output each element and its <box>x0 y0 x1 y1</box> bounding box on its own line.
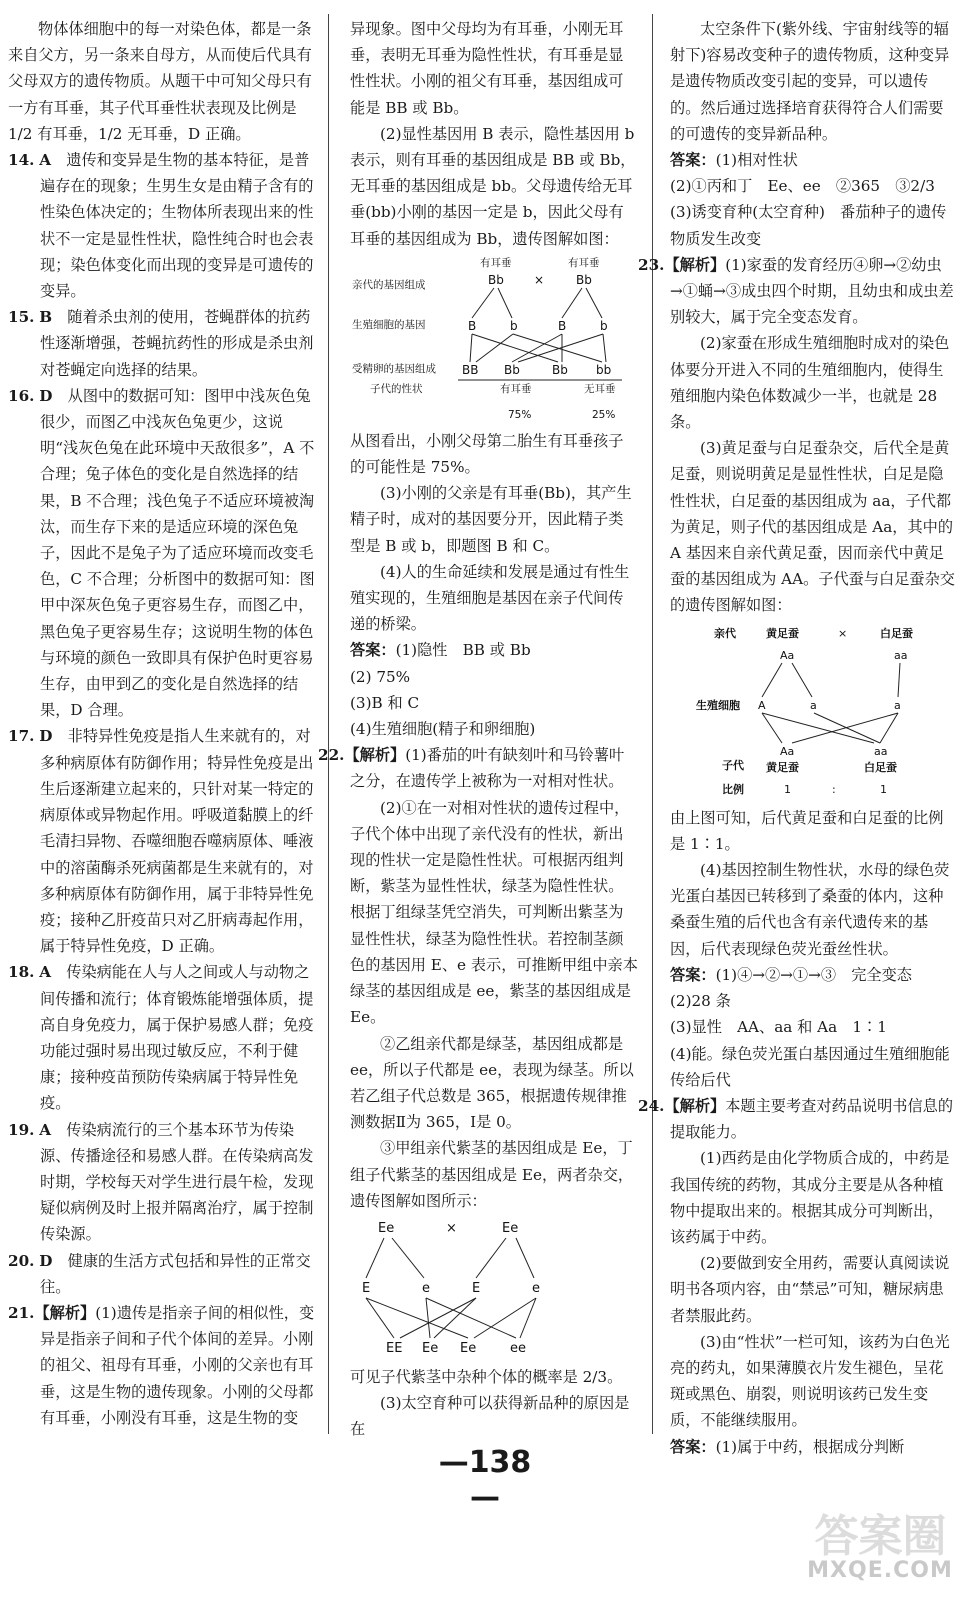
offspring-genotype: aa <box>874 744 888 758</box>
answer-item-21: 21.【解析】(1)遗传是指亲子间的相似性，变异是指亲子间和子代个体间的差异。小刚的祖父、祖母有耳垂，小刚的父亲也有耳垂，这是生物的遗传现象。小刚的父母都有耳垂，小刚没有耳垂，这是生物的变 <box>8 1303 315 1427</box>
row-label: 子代的性状 <box>370 382 423 395</box>
column-divider <box>652 14 653 1434</box>
offspring-phenotype: 黄足蚕 <box>766 760 799 774</box>
answer-line: (3)诱变育种(太空育种) 番茄种子的遗传物质发生改变 <box>670 203 947 248</box>
page-number: —138— <box>438 1445 532 1515</box>
parent-phenotype: 有耳垂 <box>480 256 512 269</box>
parent-genotype: Bb <box>488 272 504 287</box>
offspring-genotype: bb <box>596 362 612 377</box>
paragraph: (2)①在一对相对性状的遗传过程中，子代个体中出现了亲代没有的性状，新出现的性状一定是隐性性状。可根据丙组判断，紫茎为显性性状，绿茎为隐性性状。根据丁组绿茎凭空消失，可判断出紫茎为显性性状，绿茎为隐性性状。若控制茎颜色的基因用 E、e 表示，可推断甲组中亲本绿茎的基因组成是 ee，紫茎的基因组成是 Ee。 <box>350 798 638 1027</box>
parent-genotype: Bb <box>576 272 592 287</box>
paragraph: (3)由“性状”一栏可知，该药为白色光亮的药丸，如果薄膜衣片发生褪色，呈花斑或黑色、崩裂，则说明该药已发生变质，不能继续服用。 <box>670 1332 950 1430</box>
paragraph: (3)小刚的父亲是有耳垂(Bb)，其产生精子时，成对的基因要分开，因此精子类型是 B 或 b，即题图 B 和 C。 <box>350 484 632 555</box>
answer-item-18: 18. A 传染病能在人与人之间或人与动物之间传播和流行；体育锻炼能增强体质，提高自身免疫力，属于保护易感人群；免疫功能过强时易出现过敏反应，不利于健康；接种疫苗预防传染病属于特异性免疫。 <box>8 963 314 1113</box>
paragraph: (4)基因控制生物性状，水母的绿色荧光蛋白基因已转移到了桑蚕的体内，这种桑蚕生殖的后代也含有亲代遗传来的基因，后代表现绿色荧光蚕丝性状。 <box>670 861 950 958</box>
gamete: E <box>362 1280 371 1296</box>
answer-line: (3)B 和 C <box>350 693 420 712</box>
site-watermark <box>790 1500 970 1595</box>
gamete: e <box>532 1280 540 1296</box>
answer-item-24: 24.【解析】本题主要考查对药品说明书信息的提取能力。 <box>638 1096 953 1142</box>
answer-item-23: 23.【解析】(1)家蚕的发育经历④卵→②幼虫→①蛹→③成虫四个时期，且幼虫和成虫差别较大，属于完全变态发育。 <box>638 255 954 327</box>
offspring-genotype: BB <box>462 362 479 377</box>
row-label: 亲代的基因组成 <box>352 278 426 291</box>
paragraph: (2)家蚕在形成生殖细胞时成对的染色体要分开进入不同的生殖细胞内，使得生殖细胞内染色体数减少一半，也就是 28 条。 <box>670 334 950 432</box>
gamete: a <box>810 698 817 712</box>
row-label: 子代 <box>722 758 744 772</box>
row-label: 生殖细胞的基因 <box>352 318 426 331</box>
cross-symbol: × <box>446 1220 457 1236</box>
column-left <box>8 16 318 1431</box>
parent-phenotype: 黄足蚕 <box>766 626 799 640</box>
gamete: e <box>422 1280 430 1296</box>
answer-line: 答案：(1)相对性状 <box>670 151 798 170</box>
answer-line: (2) 75% <box>350 667 411 686</box>
offspring-phenotype: 白足蚕 <box>864 760 897 774</box>
genetic-diagram-silkworm <box>670 621 956 801</box>
answer-item-17: 17. D 非特异性免疫是指人生来就有的，对多种病原体有防御作用；特异性免疫是出生后逐渐建立起来的，只针对某一特定的病原体或异物起作用。呼吸道黏膜上的纤毛清扫异物、吞噬细胞吞噬病原体、唾液中的溶菌酶杀死病菌都是生来就有的，对多种病原体有防御作用，属于非特异性免疫；接种乙肝疫苗只对乙肝病毒起作用，属于特异性免疫，D 正确。 <box>8 727 314 956</box>
answer-item-14: 14. A 遗传和变异是生物的基本特征，是普遍存在的现象；生男生女是由精子含有的性染色体决定的；生物体所表现出来的性状不一定是显性性状，隐性纯合时也会表现；染色体变化而出现的变异是可遗传的变异。 <box>8 151 314 301</box>
answer-item-22: 22.【解析】(1)番茄的叶有缺刻叶和马铃薯叶之分，在遗传学上被称为一对相对性状。 <box>318 746 625 791</box>
paragraph: 太空条件下(紫外线、宇宙射线等的辐射下)容易改变种子的遗传物质，这种变异是遗传物质改变引起的变异，可以遗传的。然后通过选择培育获得符合人们需要的可遗传的变异新品种。 <box>670 20 950 143</box>
gamete: B <box>558 318 567 333</box>
answer-line: (2)28 条 <box>670 992 731 1011</box>
answer-line: 答案：(1)④→②→①→③ 完全变态 <box>670 965 912 984</box>
ratio-value: 1 <box>784 782 791 796</box>
row-label: 亲代 <box>714 626 736 640</box>
row-label: 比例 <box>722 782 744 796</box>
answer-line: (4)生殖细胞(精子和卵细胞) <box>350 720 536 739</box>
ratio-separator: : <box>832 782 836 796</box>
parent-phenotype: 有耳垂 <box>568 256 600 269</box>
answer-line: 答案：(1)属于中药，根据成分判断 <box>670 1437 905 1456</box>
offspring-phenotype: 无耳垂 <box>584 382 616 395</box>
offspring-genotype: ee <box>510 1340 526 1356</box>
answer-item-20: 20. D 健康的生活方式包括和异性的正常交往。 <box>8 1251 311 1296</box>
genetic-diagram-stem-color <box>350 1216 638 1360</box>
watermark-logo: 答案圈 <box>814 1511 947 1562</box>
column-right <box>638 16 956 1460</box>
paragraph: (4)人的生命延续和发展是通过有性生殖实现的，生殖细胞是基因在亲子代间传递的桥梁。 <box>350 562 630 634</box>
paragraph: (3)太空育种可以获得新品种的原因是在 <box>350 1394 630 1439</box>
offspring-genotype: Ee <box>422 1340 439 1356</box>
paragraph: 物体体细胞中的每一对染色体，都是一条来自父方，另一条来自母方，从而使后代具有父母双方的遗传物质。从题干中可知父母只有一方有耳垂，其子代耳垂性状表现及比例是 1/2 有耳垂，1/2 无耳垂，D 正确。 <box>8 20 312 143</box>
gamete: b <box>510 318 518 333</box>
column-middle <box>318 16 638 1443</box>
paragraph: (3)黄足蚕与白足蚕杂交，后代全是黄足蚕，则说明黄足是显性性状，白足是隐性性状，白足蚕的基因组成为 aa，子代都为黄足，则子代的基因组成是 Aa，其中的 A 基因来自亲代黄足蚕，因而亲代中黄足蚕的基因组成为 AA。子代蚕与白足蚕杂交的遗传图解如图： <box>670 439 955 615</box>
answer-line: (4)能。绿色荧光蛋白基因通过生殖细胞能传给后代 <box>670 1044 950 1089</box>
answer-line: 答案：(1)隐性 BB 或 Bb <box>350 641 531 660</box>
gamete: E <box>472 1280 481 1296</box>
paragraph: ③甲组亲代紫茎的基因组成是 Ee，丁组子代紫茎的基因组成是 Ee，两者杂交，遗传图解如图所示： <box>350 1139 634 1210</box>
parent-genotype: aa <box>894 648 908 662</box>
paragraph: (2)要做到安全用药，需要认真阅读说明书各项内容，由“禁忌”可知，糖尿病患者禁服此药。 <box>670 1254 950 1325</box>
parent-genotype: Aa <box>780 648 795 662</box>
offspring-genotype: Ee <box>460 1340 477 1356</box>
offspring-genotype: EE <box>386 1340 403 1356</box>
parent-genotype: Ee <box>378 1220 395 1236</box>
offspring-genotype: Aa <box>780 744 795 758</box>
cross-symbol: × <box>534 272 545 287</box>
paragraph: 由上图可知，后代黄足蚕和白足蚕的比例是 1∶1。 <box>670 808 944 853</box>
paragraph: 可见子代紫茎中杂种个体的概率是 2/3。 <box>350 1367 623 1386</box>
offspring-phenotype: 有耳垂 <box>500 382 532 395</box>
cross-symbol: × <box>838 626 848 640</box>
ratio: 25% <box>592 408 616 421</box>
row-label: 生殖细胞 <box>696 698 740 712</box>
watermark-site-text: MXQE.COM <box>807 1558 953 1583</box>
parent-genotype: Ee <box>502 1220 519 1236</box>
answer-item-16: 16. D 从图中的数据可知：图甲中浅灰色兔很少，而图乙中浅灰色兔更少，这说明“浅灰色兔在此环境中天敌很多”，A 不合理；兔子体色的变化是自然选择的结果，B 不合理；浅色兔子不适应环境被淘汰，而生存下来的是适应环境的深色兔子，因此不是兔子为了适应环境而改变毛色，C 不合理；分析图中的数据可知：图甲中深灰色兔子更容易生存，而图乙中，黑色兔子更容易生存；这说明生物的体色与环境的颜色一致即具有保护色时更容易生存，由甲到乙的变化是自然选择的结果，D 合理。 <box>8 386 315 720</box>
row-label: 受精卵的基因组成 <box>352 362 436 375</box>
parent-phenotype: 白足蚕 <box>880 626 913 640</box>
answer-line: (2)①丙和丁 Ee、ee ②365 ③2/3 <box>670 177 935 196</box>
answer-item-15: 15. B 随着杀虫剂的使用，苍蝇群体的抗药性逐渐增强，苍蝇抗药性的形成是杀虫剂对苍蝇定向选择的结果。 <box>8 308 314 379</box>
paragraph: ②乙组亲代都是绿茎，基因组成都是 ee，所以子代都是 ee，表现为绿茎。所以若乙组子代总数是 365，根据遗传规律推测数据Ⅱ为 365，Ⅰ是 0。 <box>350 1034 634 1132</box>
gamete: A <box>758 698 766 712</box>
paragraph: (2)显性基因用 B 表示，隐性基因用 b 表示，则有耳垂的基因组成是 BB 或 Bb，无耳垂的基因组成是 bb。父母遗传给无耳垂(bb)小刚的基因一定是 b，因此父母有耳垂的基因组成为 Bb，遗传图解如图： <box>350 124 636 248</box>
gamete: B <box>468 318 477 333</box>
paragraph: (1)西药是由化学物质合成的，中药是我国传统的药物，其成分主要是从各种植物中提取出来的。根据其成分可判断出，该药属于中药。 <box>670 1149 950 1246</box>
gamete: a <box>894 698 901 712</box>
ratio: 75% <box>508 408 532 421</box>
ratio-value: 1 <box>880 782 887 796</box>
column-divider <box>328 14 329 1434</box>
answer-line: (3)显性 AA、aa 和 Aa 1∶1 <box>670 1018 887 1037</box>
paragraph: 异现象。图中父母均为有耳垂，小刚无耳垂，表明无耳垂为隐性性状，有耳垂是显性性状。小刚的祖父有耳垂，基因组成可能是 BB 或 Bb。 <box>350 20 624 117</box>
paragraph: 从图看出，小刚父母第二胎生有耳垂孩子的可能性是 75%。 <box>350 431 624 477</box>
gamete: b <box>600 318 608 333</box>
offspring-genotype: Bb <box>504 362 520 377</box>
offspring-genotype: Bb <box>552 362 568 377</box>
answer-item-19: 19. A 传染病流行的三个基本环节为传染源、传播途径和易感人群。在传染病高发时期，学校每天对学生进行晨午检，发现疑似病例及时上报并隔离治疗，属于控制传染源。 <box>8 1120 314 1244</box>
genetic-diagram-earlobe <box>350 254 638 424</box>
